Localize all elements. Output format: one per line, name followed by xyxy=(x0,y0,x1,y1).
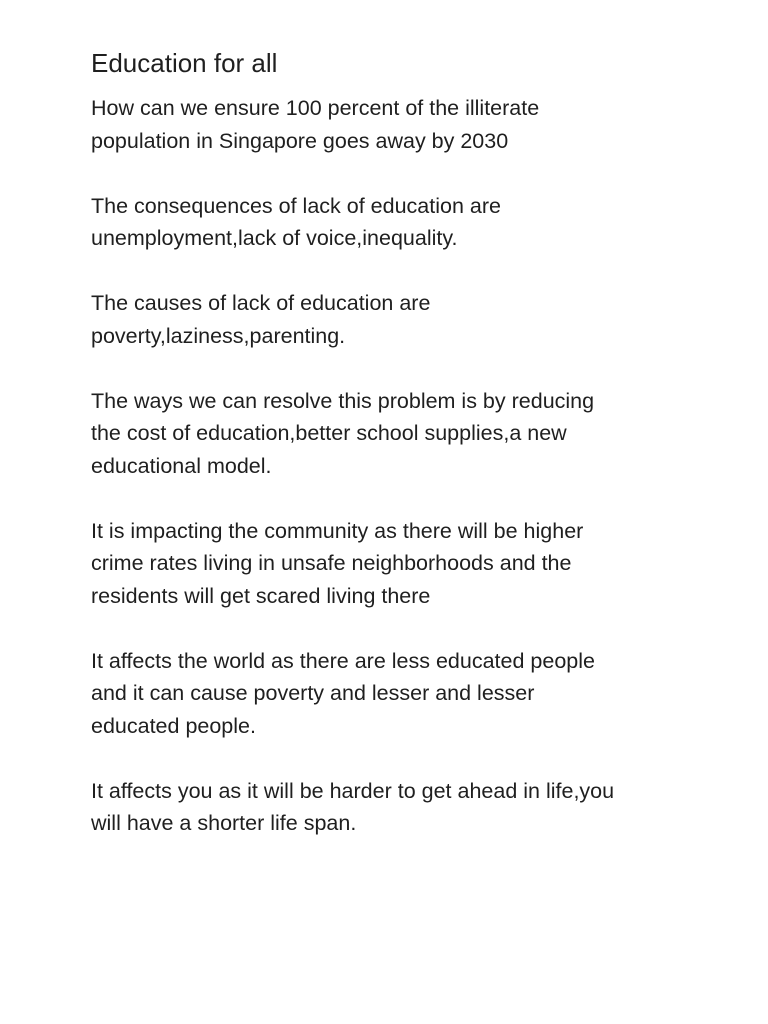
paragraph-community-impact xyxy=(91,515,711,613)
paragraph-personal-impact xyxy=(91,775,711,840)
paragraph-line: How can we ensure 100 percent of the illiterate xyxy=(91,96,540,120)
paragraph-line: unemployment,lack of voice,inequality. xyxy=(91,226,458,250)
paragraph-world-impact xyxy=(91,645,711,743)
paragraph-line: the cost of education,better school supplies,a new xyxy=(91,421,567,445)
paragraph-line: and it can cause poverty and lesser and lesser xyxy=(91,681,535,705)
paragraph-line: poverty,laziness,parenting. xyxy=(91,323,346,348)
paragraph-line: educational model. xyxy=(91,453,272,478)
paragraph-line: population in Singapore goes away by 2030 xyxy=(91,128,509,153)
paragraph-line: It is impacting the community as there will be higher xyxy=(91,518,584,543)
paragraph-causes xyxy=(91,287,711,352)
paragraph-line: It affects you as it will be harder to get ahead in life,you xyxy=(91,778,615,803)
paragraph-line: residents will get scared living there xyxy=(91,583,431,608)
document-page xyxy=(91,46,711,872)
paragraph-question xyxy=(91,92,711,157)
paragraph-consequences xyxy=(91,190,711,255)
paragraph-line: The consequences of lack of education are xyxy=(91,193,501,218)
document-title: Education for all xyxy=(91,48,278,78)
paragraph-line: educated people. xyxy=(91,713,256,738)
paragraph-line: The ways we can resolve this problem is by reducing xyxy=(91,388,595,413)
paragraph-line: crime rates living in unsafe neighborhoods and the xyxy=(91,551,572,575)
paragraph-solutions xyxy=(91,385,711,483)
paragraph-line: It affects the world as there are less educated people xyxy=(91,648,595,673)
paragraph-line: will have a shorter life span. xyxy=(91,811,357,835)
paragraph-line: The causes of lack of education are xyxy=(91,291,431,315)
